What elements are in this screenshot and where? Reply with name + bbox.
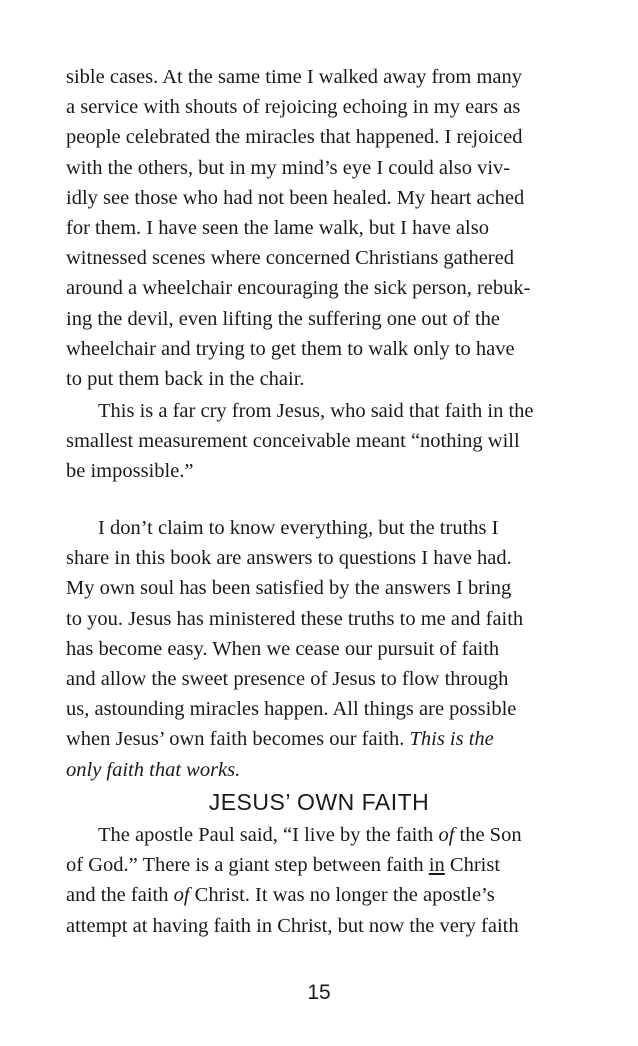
paragraph-3 [66,513,576,785]
text-line: around a wheelchair encouraging the sick person, rebuk- [66,277,531,300]
paragraph-1 [66,62,576,394]
section-heading: JESUS’ OWN FAITH [208,789,430,815]
text-line: I don’t claim to know everything, but the truths I [98,517,499,539]
text-line: sible cases. At the same time I walked away from many [66,66,522,88]
text-line: ing the devil, even lifting the suffering one out of the [66,307,501,330]
text-line: share in this book are answers to questions I have had. [66,547,512,570]
text-line [66,724,576,754]
text-line: to put them back in the chair. [66,368,305,391]
text-line: idly see those who had not been healed. My heart ached [66,186,525,209]
text-line: us, astounding miracles happen. All things are possible [66,698,517,721]
text-line: attempt at having faith in Christ, but now the very faith [66,914,519,937]
italic-text: of [173,884,190,907]
paragraph-2 [66,396,576,487]
text-line: smallest measurement conceivable meant “nothing will [66,430,520,453]
text-line: witnessed scenes where concerned Christians gathered [66,247,514,270]
text-line: for them. I have seen the lame walk, but I have also [66,217,489,240]
text-line: a service with shouts of rejoicing echoing in my ears as [66,96,521,119]
text-line [66,850,576,880]
italic-text: of [438,824,455,846]
text-line: wheelchair and trying to get them to walk only to have [66,337,515,360]
underlined-text: in [428,854,445,877]
text-segment: of God.” There is a giant step between faith [66,854,429,877]
text-line: has become easy. When we cease our pursuit of faith [66,637,500,660]
text-line: My own soul has been satisfied by the answers I bring [66,577,512,600]
italic-text-line: only faith that works. [66,758,241,781]
paragraph-4 [66,820,576,941]
text-segment: The apostle Paul said, “I live by the faith [98,824,439,846]
text-line: This is a far cry from Jesus, who said that faith in the [98,400,534,422]
italic-text: This is the [409,728,494,751]
text-line [66,880,576,910]
text-line: people celebrated the miracles that happened. I rejoiced [66,126,523,149]
text-segment: Christ. It was no longer the apostle’s [189,884,495,907]
text-line [66,820,576,850]
text-line: and allow the sweet presence of Jesus to flow through [66,668,509,691]
text-segment: and the faith [66,884,174,907]
text-line: be impossible.” [66,460,194,483]
page-number: 15 [307,981,331,1004]
text-segment: when Jesus’ own faith becomes our faith. [66,728,410,751]
text-line: with the others, but in my mind’s eye I could also viv- [66,156,511,179]
text-line: to you. Jesus has ministered these truths to me and faith [66,607,524,630]
text-segment: Christ [444,854,501,877]
text-segment: the Son [454,824,522,846]
